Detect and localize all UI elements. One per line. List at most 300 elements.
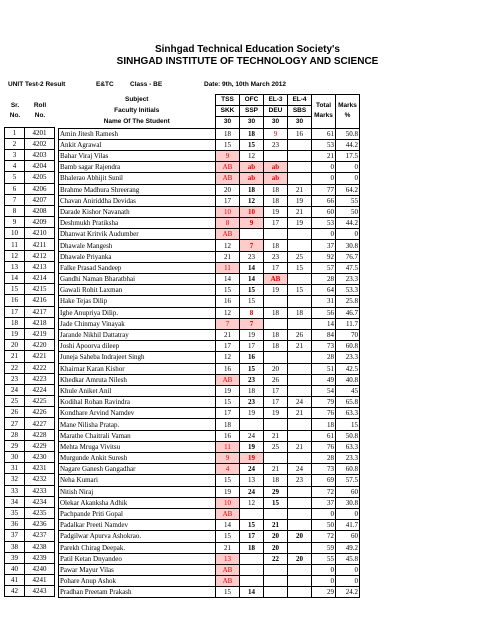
subject-mark-cell: 24 [240, 430, 264, 441]
roll-no-cell: 4205 [25, 172, 55, 183]
subject-mark-cell: 23 [240, 251, 264, 262]
subject-mark-cell [240, 576, 264, 587]
subject-mark-cell: 7 [216, 318, 240, 329]
table-row [59, 139, 360, 150]
subject-mark-cell [288, 564, 312, 575]
student-name-cell: Pachpande Priti Gopal [59, 508, 216, 519]
percent-cell: 17.5 [336, 150, 360, 161]
subject-mark-cell: 4 [216, 464, 240, 475]
subject-mark-cell: 29 [264, 486, 288, 497]
sr-roll-row [5, 384, 55, 395]
subject-mark-cell: 20 [288, 531, 312, 542]
student-name-cell: Kondhare Arvind Namdev [59, 408, 216, 419]
student-name-cell: Jade Chinmay Vinayak [59, 318, 216, 329]
subject-header: TSS [216, 95, 240, 106]
table-row [59, 430, 360, 441]
percent-cell: 44.2 [336, 218, 360, 229]
sr-roll-row [5, 340, 55, 351]
subject-mark-cell: AB [216, 173, 240, 184]
student-name-cell: Ighe Anupriya Dilip. [59, 307, 216, 318]
subject-mark-cell: 18 [216, 419, 240, 430]
total-marks-cell: 0 [312, 576, 336, 587]
roll-no-cell: 4229 [25, 440, 55, 451]
roll-no-cell: 4215 [25, 284, 55, 295]
table-row [59, 262, 360, 273]
percent-cell: 0 [336, 564, 360, 575]
sr-no-cell: 14 [5, 273, 25, 284]
total-marks-cell: 57 [312, 262, 336, 273]
table-row [59, 531, 360, 542]
subject-mark-cell: 23 [240, 397, 264, 408]
subject-mark-cell [288, 296, 312, 307]
table-row [59, 486, 360, 497]
sr-roll-row [5, 429, 55, 440]
table-row [59, 206, 360, 217]
subject-mark-cell: 16 [216, 430, 240, 441]
roll-no-cell: 4213 [25, 261, 55, 272]
sr-no-cell: 25 [5, 396, 25, 407]
sr-roll-row [5, 205, 55, 216]
subject-mark-cell: 17 [264, 385, 288, 396]
percent-cell: 63.3 [336, 408, 360, 419]
student-name-cell: Falke Prasad Sandeep [59, 262, 216, 273]
subject-mark-cell [288, 352, 312, 363]
institution-society-title: Sinhgad Technical Education Society's [154, 44, 340, 55]
sr-no-cell: 15 [5, 284, 25, 295]
subject-mark-cell: 17 [240, 531, 264, 542]
table-row [59, 240, 360, 251]
sr-no-cell: 18 [5, 317, 25, 328]
roll-no-cell: 4211 [25, 239, 55, 250]
subject-mark-cell: 16 [240, 352, 264, 363]
student-name-cell: Khedkar Amruta Nilesh [59, 374, 216, 385]
max-marks: 30 [264, 117, 288, 128]
subject-mark-cell: 18 [264, 329, 288, 340]
sr-roll-row [5, 507, 55, 518]
student-name-cell: Marathe Chaitrali Vaman [59, 430, 216, 441]
table-row [59, 441, 360, 452]
faculty-code: SKK [216, 106, 240, 117]
percent-cell: 57.5 [336, 475, 360, 486]
sr-roll-row [5, 575, 55, 586]
table-row [59, 520, 360, 531]
subject-mark-cell: 15 [240, 296, 264, 307]
student-name-cell: Pradhan Preetam Prakash [59, 587, 216, 598]
subject-mark-cell: ab [240, 173, 264, 184]
total-marks-cell: 29 [312, 587, 336, 598]
subject-mark-cell [288, 508, 312, 519]
percent-cell: 60.8 [336, 464, 360, 475]
table-row [59, 318, 360, 329]
student-name-cell: Dhawale Mangesh [59, 240, 216, 251]
percent-cell: 47.5 [336, 262, 360, 273]
total-marks-cell: 73 [312, 341, 336, 352]
subject-mark-cell: 18 [264, 307, 288, 318]
total-marks-cell: 0 [312, 508, 336, 519]
subject-mark-cell [288, 419, 312, 430]
sr-no-cell: 6 [5, 183, 25, 194]
roll-no-cell: 4237 [25, 530, 55, 541]
student-name-cell: Patil Ketan Dnyandeo [59, 553, 216, 564]
sr-roll-row [5, 317, 55, 328]
subject-label-cell: Subject [125, 96, 149, 104]
sr-roll-row [5, 440, 55, 451]
table-row [59, 173, 360, 184]
faculty-code: SBS [288, 106, 312, 117]
roll-no-cell: 4217 [25, 306, 55, 317]
subject-mark-cell: 21 [288, 184, 312, 195]
sr-roll-row [5, 306, 55, 317]
subject-mark-cell: 15 [216, 531, 240, 542]
sr-no-cell: 35 [5, 507, 25, 518]
subject-mark-cell: 15 [288, 262, 312, 273]
sr-no-cell: 8 [5, 205, 25, 216]
roll-no-cell: 4206 [25, 183, 55, 194]
sr-no-cell: 1 [5, 127, 25, 138]
sr-no-cell: 28 [5, 429, 25, 440]
branch-label: E&TC [96, 81, 114, 88]
subject-mark-cell: AB [264, 274, 288, 285]
subject-header: EL-4 [288, 95, 312, 106]
roll-no-cell: 4240 [25, 563, 55, 574]
subject-mark-cell: 10 [216, 206, 240, 217]
sr-roll-row [5, 161, 55, 172]
subject-mark-cell [288, 587, 312, 598]
total-marks-cell: 37 [312, 240, 336, 251]
sr-no-cell: 9 [5, 217, 25, 228]
student-name-cell: Jarande Nikhil Dattatray [59, 329, 216, 340]
subject-mark-cell: 18 [264, 184, 288, 195]
subject-mark-cell: 20 [264, 542, 288, 553]
subject-mark-cell: 17 [216, 195, 240, 206]
student-name-cell: Olekar Akanksha Adhik [59, 497, 216, 508]
subject-mark-cell [288, 318, 312, 329]
sr-no-cell: 27 [5, 418, 25, 429]
table-row [59, 363, 360, 374]
sr-roll-row [5, 362, 55, 373]
percent-cell: 60 [336, 531, 360, 542]
sr-no-cell: 17 [5, 306, 25, 317]
sr-no-cell: 33 [5, 485, 25, 496]
subject-mark-cell: 16 [216, 363, 240, 374]
subject-mark-cell [288, 542, 312, 553]
sr-roll-row [5, 396, 55, 407]
subject-mark-cell: 20 [288, 553, 312, 564]
max-marks: 30 [216, 117, 240, 128]
subject-mark-cell: 19 [240, 329, 264, 340]
roll-no-cell: 4220 [25, 340, 55, 351]
sr-roll-row [5, 474, 55, 485]
subject-mark-cell [288, 274, 312, 285]
total-marks-cell: 28 [312, 274, 336, 285]
subject-mark-cell: 25 [288, 251, 312, 262]
subject-mark-cell: 20 [264, 363, 288, 374]
percent-cell: 23.3 [336, 352, 360, 363]
table-row [59, 475, 360, 486]
subject-mark-cell [264, 318, 288, 329]
table-row [59, 352, 360, 363]
total-marks-cell: 0 [312, 162, 336, 173]
total-marks-cell: 54 [312, 385, 336, 396]
student-name-cell: Chavan Aniriddha Devidas [59, 195, 216, 206]
total-marks-cell: 72 [312, 486, 336, 497]
percent-cell: 30.8 [336, 240, 360, 251]
sr-roll-row [5, 485, 55, 496]
subject-mark-cell: 12 [216, 352, 240, 363]
percent-cell: 50.8 [336, 128, 360, 139]
table-row [59, 195, 360, 206]
sr-no-cell: 40 [5, 563, 25, 574]
total-marks-cell: 28 [312, 453, 336, 464]
sr-roll-row [5, 530, 55, 541]
total-marks-cell: 69 [312, 475, 336, 486]
subject-mark-cell: AB [216, 162, 240, 173]
sr-no-cell: 37 [5, 530, 25, 541]
total-marks-cell: 76 [312, 408, 336, 419]
student-name-cell: Ankit Agrawal [59, 139, 216, 150]
roll-no-cell: 4209 [25, 217, 55, 228]
sr-no-cell: 20 [5, 340, 25, 351]
subject-mark-cell [288, 229, 312, 240]
student-name-label-cell: Name Of The Student [103, 118, 170, 126]
total-marks-cell: 0 [312, 564, 336, 575]
sr-roll-row [5, 418, 55, 429]
subject-mark-cell: 14 [240, 274, 264, 285]
sr-roll-row [5, 250, 55, 261]
subject-mark-cell: AB [216, 508, 240, 519]
subject-mark-cell [240, 229, 264, 240]
subject-mark-cell: 18 [240, 184, 264, 195]
roll-no-cell: 4207 [25, 194, 55, 205]
roll-no-cell: 4201 [25, 127, 55, 138]
subject-mark-cell: 12 [216, 240, 240, 251]
student-name-cell: Mehta Mruga Vivitsu [59, 441, 216, 452]
student-name-cell: Darade Kishor Navanath [59, 206, 216, 217]
table-row [59, 497, 360, 508]
percent-cell: 64.2 [336, 184, 360, 195]
sr-no-cell: 29 [5, 440, 25, 451]
percent-cell: 45 [336, 385, 360, 396]
student-name-cell: Bahar Viraj Vilas [59, 150, 216, 161]
sr-roll-table [4, 94, 55, 597]
table-row [59, 296, 360, 307]
total-marks-cell: 28 [312, 352, 336, 363]
roll-no-cell: 4221 [25, 351, 55, 362]
roll-no-cell: 4241 [25, 575, 55, 586]
total-marks-cell: 66 [312, 195, 336, 206]
subject-mark-cell: 15 [240, 285, 264, 296]
roll-no-cell: 4226 [25, 407, 55, 418]
percent-cell: 0 [336, 576, 360, 587]
roll-no-cell: 4238 [25, 541, 55, 552]
table-row [59, 374, 360, 385]
roll-no-cell: 4225 [25, 396, 55, 407]
total-marks-cell: 92 [312, 251, 336, 262]
percent-cell: 23.3 [336, 274, 360, 285]
subject-mark-cell: 23 [264, 139, 288, 150]
faculty-code: DEU [264, 106, 288, 117]
sr-no-cell: 26 [5, 407, 25, 418]
sr-no-cell: 34 [5, 496, 25, 507]
subject-mark-cell: 19 [264, 408, 288, 419]
subject-mark-cell: 23 [288, 475, 312, 486]
subject-mark-cell: 24 [288, 397, 312, 408]
roll-no-cell: 4212 [25, 250, 55, 261]
roll-no-header: Roll No. [33, 102, 47, 119]
percent-cell: 76.7 [336, 251, 360, 262]
sr-roll-row [5, 373, 55, 384]
total-marks-cell: 60 [312, 206, 336, 217]
subject-mark-cell: 19 [240, 441, 264, 452]
max-marks: 30 [240, 117, 264, 128]
subject-mark-cell: 15 [216, 285, 240, 296]
total-marks-cell: 53 [312, 139, 336, 150]
percent-cell: 40.8 [336, 374, 360, 385]
table-row [59, 508, 360, 519]
roll-no-cell: 4203 [25, 149, 55, 160]
subject-mark-cell [264, 564, 288, 575]
total-marks-cell: 59 [312, 542, 336, 553]
percent-cell: 0 [336, 229, 360, 240]
total-marks-cell: 21 [312, 150, 336, 161]
sr-no-cell: 12 [5, 250, 25, 261]
table-row [59, 576, 360, 587]
subject-mark-cell: 21 [264, 464, 288, 475]
student-name-cell: Gawali Rohit Laxman [59, 285, 216, 296]
total-marks-cell: 51 [312, 363, 336, 374]
subject-header: OFC [240, 95, 264, 106]
sr-roll-row [5, 351, 55, 362]
percent-cell: 55 [336, 195, 360, 206]
sr-roll-row [5, 217, 55, 228]
subject-mark-cell: 17 [216, 341, 240, 352]
subject-mark-cell: 26 [288, 329, 312, 340]
sr-roll-row [5, 273, 55, 284]
subject-mark-cell: 24 [288, 464, 312, 475]
student-name-cell: Bhalerao Abhijit Sunil [59, 173, 216, 184]
subject-mark-cell [264, 576, 288, 587]
total-marks-cell: 64 [312, 285, 336, 296]
subject-mark-cell: 21 [216, 329, 240, 340]
percent-cell: 0 [336, 162, 360, 173]
subject-mark-cell: 17 [264, 262, 288, 273]
table-row [59, 453, 360, 464]
total-marks-cell: 77 [312, 184, 336, 195]
table-row [59, 229, 360, 240]
total-marks-cell: 49 [312, 374, 336, 385]
student-name-cell: Bamb sagar Rajendra [59, 162, 216, 173]
subject-mark-cell [288, 385, 312, 396]
total-marks-cell: 79 [312, 397, 336, 408]
max-marks: 30 [288, 117, 312, 128]
table-row [59, 385, 360, 396]
institution-name-title: SINHGAD INSTITUTE OF TECHNOLOGY AND SCIENCE [116, 56, 379, 67]
student-name-cell: Nagare Ganesh Gangadhar [59, 464, 216, 475]
percent-cell: 0 [336, 508, 360, 519]
subject-mark-cell [288, 374, 312, 385]
subject-mark-cell: 9 [216, 453, 240, 464]
subject-mark-cell: 8 [240, 307, 264, 318]
subject-mark-cell: 18 [264, 240, 288, 251]
subject-mark-cell: 17 [264, 397, 288, 408]
roll-no-cell: 4233 [25, 485, 55, 496]
subject-mark-cell: 12 [240, 195, 264, 206]
percent-cell: 60.8 [336, 341, 360, 352]
sr-roll-row [5, 496, 55, 507]
roll-no-cell: 4236 [25, 519, 55, 530]
results-body [59, 128, 360, 598]
subject-mark-cell: 9 [264, 128, 288, 139]
percent-cell: 50.8 [336, 430, 360, 441]
student-name-cell: Murgunde Ankit Suresh [59, 453, 216, 464]
table-row [59, 128, 360, 139]
subject-mark-cell [288, 520, 312, 531]
sr-roll-row [5, 261, 55, 272]
exam-date: Date: 9th, 10th March 2012 [204, 81, 287, 88]
total-marks-cell: 53 [312, 218, 336, 229]
subject-mark-cell: 19 [240, 408, 264, 419]
sr-no-cell: 22 [5, 362, 25, 373]
subject-mark-cell [240, 508, 264, 519]
student-name-cell: Padalkar Preeti Namdev [59, 520, 216, 531]
subject-mark-cell [264, 419, 288, 430]
subject-mark-cell [264, 229, 288, 240]
subject-mark-cell: 19 [216, 385, 240, 396]
sr-roll-row [5, 407, 55, 418]
subject-mark-cell [288, 430, 312, 441]
roll-no-cell: 4235 [25, 507, 55, 518]
sr-roll-row [5, 127, 55, 138]
student-name-cell: Parekh Chirag Deepak. [59, 542, 216, 553]
table-row [59, 553, 360, 564]
subject-mark-cell: 25 [264, 441, 288, 452]
subject-mark-cell [264, 453, 288, 464]
subject-mark-cell: 7 [240, 318, 264, 329]
roll-no-cell: 4231 [25, 463, 55, 474]
percent-cell: 24.2 [336, 587, 360, 598]
table-row [59, 150, 360, 161]
table-row [59, 341, 360, 352]
sr-roll-row [5, 452, 55, 463]
table-row [59, 307, 360, 318]
sr-roll-row [5, 328, 55, 339]
sr-roll-row [5, 295, 55, 306]
roll-no-cell: 4208 [25, 205, 55, 216]
roll-no-cell: 4216 [25, 295, 55, 306]
subject-mark-cell: 15 [240, 363, 264, 374]
total-marks-cell: 37 [312, 497, 336, 508]
student-name-cell: Pawar Mayur Vilas [59, 564, 216, 575]
sr-no-cell: 3 [5, 149, 25, 160]
sr-no-cell: 13 [5, 261, 25, 272]
faculty-label-cell: Faculty Initials [114, 107, 160, 115]
student-name-cell: Nitish Niraj [59, 486, 216, 497]
percent-cell: 15 [336, 419, 360, 430]
subject-mark-cell: 14 [216, 274, 240, 285]
student-name-cell: Neha Kumari [59, 475, 216, 486]
percent-cell: 65.8 [336, 397, 360, 408]
percent-cell: 60 [336, 486, 360, 497]
percent-cell: 30.8 [336, 497, 360, 508]
subject-mark-cell: 16 [216, 296, 240, 307]
subject-mark-cell: 18 [216, 128, 240, 139]
table-row [59, 274, 360, 285]
total-marks-cell: 55 [312, 553, 336, 564]
roll-no-cell: 4223 [25, 373, 55, 384]
total-marks-cell: 61 [312, 430, 336, 441]
student-name-cell: Khule Aniket Anil [59, 385, 216, 396]
total-marks-cell: 73 [312, 464, 336, 475]
